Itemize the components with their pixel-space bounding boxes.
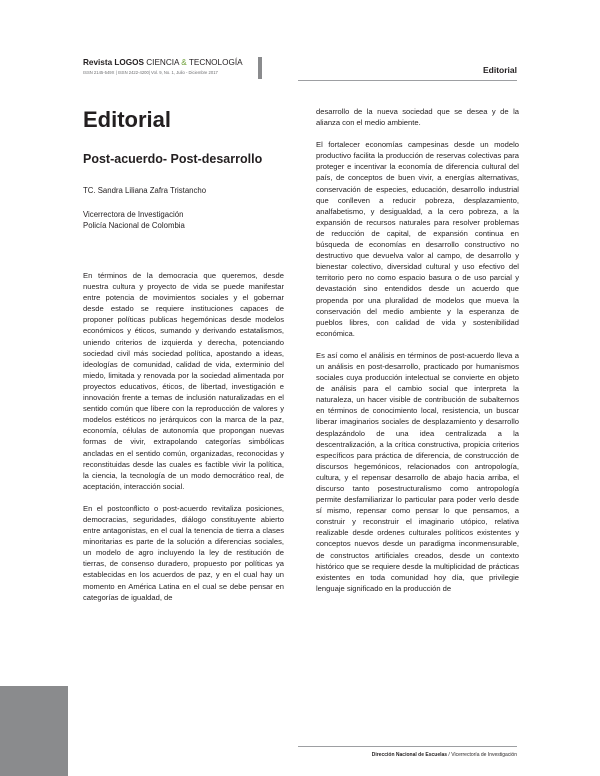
paragraph: Es así como el análisis en términos de post-acuerdo lleva a un análisis en post-desarrollo, practicado por humanismos sociales cuya producción intelectual se convierte en objeto de análisis para el cambio social que interpreta la naturaleza, un hacer visible de contribución de subalternos en términos de conocimiento local, resistencia, un buscar liberar imaginarios sociales de desplazamiento y desarrollo desplazándolo de una idea centralizada a la descentralización, a la crítica constructiva, propicia criterios específicos para práctica de diferencia, de construcción de discursos hegemónicos, relacionados con antropología, cultura, y el repensar desarrollo de abajo hacia arriba, el discurso tanto posestructuralismo como antropología permite desfamiliarizar lo particular para poder verlo desde sí mismo, repensar como pensar lo que pensamos, a construir y reconstruir el imaginario utópico, relativa realizable desde ordenes culturales políticos existentes y conceptos nuevos desde un paradigma inconmensurable, de constructos artificiales creados, desde un contexto histórico que se requiere desde la multiplicidad de prácticas existentes en toda comunidad hoy día, que privilegie lenguaje significado en la producción de	[316, 350, 519, 593]
journal-brand	[83, 58, 243, 67]
section-label: Editorial	[482, 65, 517, 75]
right-column	[316, 106, 519, 605]
footer-org: Dirección Nacional de Escuelas	[371, 752, 448, 758]
footer-dept: Vicerrectoría de Investigación	[451, 752, 517, 758]
affiliation-role: Vicerrectora de Investigación	[83, 210, 184, 219]
footer-rule	[298, 746, 517, 747]
footer-separator: /	[447, 752, 452, 758]
page-footer	[372, 752, 517, 758]
brand-tecnologia: TECNOLOGÍA	[186, 58, 243, 67]
paragraph: El fortalecer economías campesinas desde un modelo productivo facilita la producción de reservas colectivas para proteger e incentivar la economía de diferencia cultural del país, de conceptos de buen vivir, a energías alternativas, conservación de especies, educación, desarrollo industrial que conlleven a reducir pobreza, desplazamiento, analfabetismo, y desigualdad, a la cero pobreza, a la expansión de recursos naturales para resolver problemas de reducción de capital, de expansión continua en búsqueda de economías en desarrollo constructivo no destructivo que devuelva valor al campo, de desarrollo y bienestar colectivo, diversidad cultural y uso efectivo del territorio pero no como espacio basura o de uso parcial y devastación sino entendidos desde un acuerdo que propenda por una pluralidad de modelos que mueva la conservación del medio ambiente y la esperanza de pueblos libres, con calidad de vida y sostenibilidad económica.	[316, 140, 519, 338]
paragraph: En el postconflicto o post-acuerdo revitaliza posiciones, democracias, seguridades, diálogo constituyente abierto entre antagonistas, en el cual la tenencia de tierra a clases minoritarias es parte de la solución a diferencias sociales, un modelo de agro incluyendo la ley de restitución de tierras, de consenso duradero, propuesto por políticas ya establecidas en los acuerdos de paz, y en el cual hay un momento en América Latina en el cual se debe pensar en categorías de igualdad, de	[83, 503, 284, 602]
affiliation-org: Policía Nacional de Colombia	[83, 221, 185, 230]
article-subtitle: Post-acuerdo- Post-desarrollo	[83, 152, 263, 166]
paragraph: En términos de la democracia que queremos, desde nuestra cultura y proyecto de vida se puede manifestar entre potencia de movimientos sociales y el gobernar desde estado se requiere instituciones capaces de proponer políticas publicas hegemónicas desde modelos económicos y éticos, sumando y derivando estatalismos, uniendo criterios de izquierda y derecha, potenciando sociedad civil más sociedad política, apostando a ideas, ideologías de comunidad, calidad de vida, exterminio del miedo, limitada y renovada por la sociedad alimentada por proyectos educativos, éticos, de libertad, investigación e innovación frente a temas de inclusión naturalizadas en el sentido común que libere con la reproducción de valores y modelos estéticos no jerárquicos con la marca de la paz, economía, células de autonomía que propongan nuevas formas de vivir, extrapolando categorías simbólicas ancladas en el sentido común, organizadas, reconocidas y reconstituidas desde las cuales es factible vivir la política, la ciencia, la tecnología de un modo democrático real, de aceptación, interacción social.	[83, 271, 284, 491]
issn-line: ISSN 2145-549X | ISSN 2422-4200| Vol. 9, No. 1, Julio - Diciembre 2017	[83, 70, 218, 75]
author-affiliation	[83, 209, 185, 231]
brand-ampersand: &	[181, 58, 187, 67]
paragraph: desarrollo de la nueva sociedad que se desea y de la alianza con el medio ambiente.	[316, 107, 519, 128]
header-rule	[298, 80, 517, 81]
author-name: TC. Sandra Liliana Zafra Tristancho	[83, 186, 207, 195]
brand-logos: Revista LOGOS	[83, 58, 144, 67]
brand-ciencia: CIENCIA	[143, 58, 182, 67]
page-corner-block	[0, 686, 68, 776]
article-title: Editorial	[83, 107, 172, 132]
left-column	[83, 270, 284, 614]
header-bar	[258, 57, 262, 79]
